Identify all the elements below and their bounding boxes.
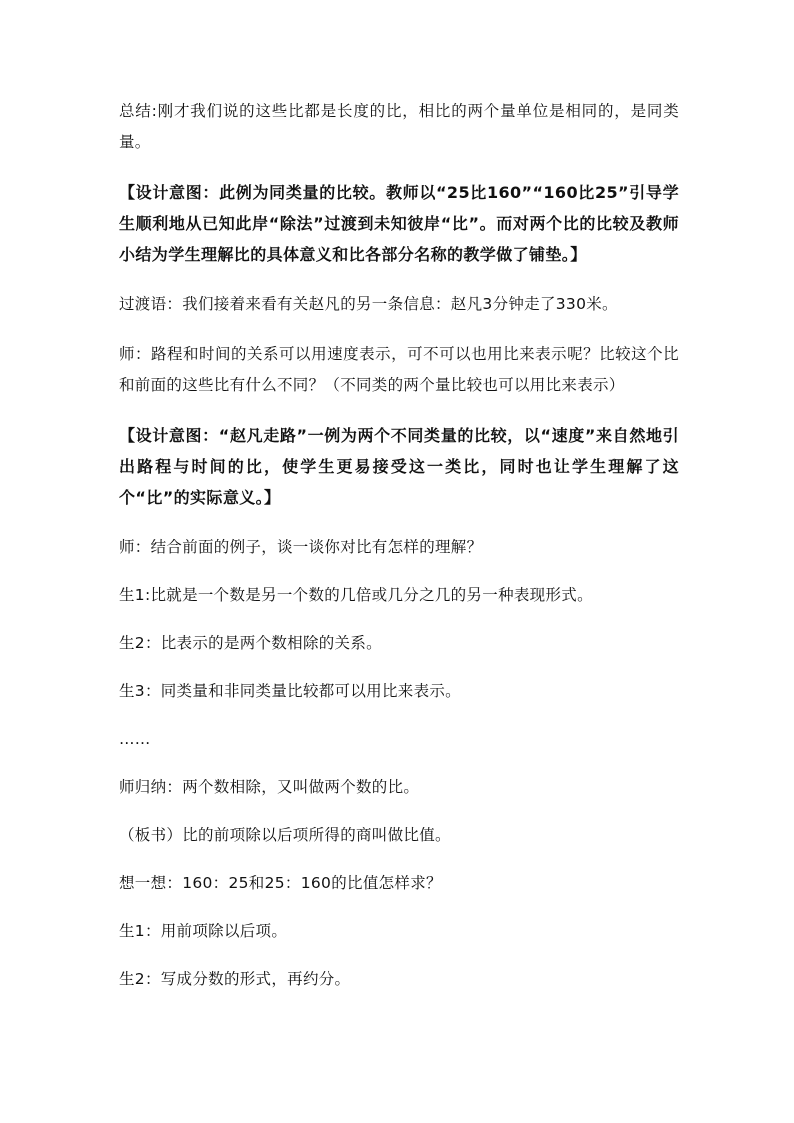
teacher-question-paragraph: 师：路程和时间的关系可以用速度表示，可不可以也用比来表示呢？比较这个比和前面的这些比有什么不同？（不同类的两个量比较也可以用比来表示）: [119, 345, 679, 394]
student-answer-1: 生1:比就是一个数是另一个数的几倍或几分之几的另一种表现形式。: [119, 586, 593, 604]
think-question: 想一想：160：25和25：160的比值怎样求？: [119, 874, 442, 892]
student-answer-2: 生2：比表示的是两个数相除的关系。: [119, 634, 382, 652]
student-method-2: 生2：写成分数的形式，再约分。: [119, 970, 351, 988]
teacher-summary: 师归纳：两个数相除，又叫做两个数的比。: [119, 778, 420, 796]
document-body: [119, 96, 679, 1012]
board-note: （板书）比的前项除以后项所得的商叫做比值。: [119, 826, 451, 844]
summary-paragraph: 总结:刚才我们说的这些比都是长度的比，相比的两个量单位是相同的，是同类量。: [119, 102, 679, 151]
student-method-1: 生1：用前项除以后项。: [119, 922, 288, 940]
ellipsis-line: ……: [119, 730, 151, 748]
student-answer-3: 生3：同类量和非同类量比较都可以用比来表示。: [119, 682, 461, 700]
design-intent-paragraph-2: 【设计意图：“赵凡走路”一例为两个不同类量的比较，以“速度”来自然地引出路程与时间的比，使学生更易接受这一类比，同时也让学生理解了这个“比”的实际意义。】: [119, 426, 679, 507]
teacher-prompt-paragraph: 师：结合前面的例子，谈一谈你对比有怎样的理解？: [119, 538, 483, 556]
transition-paragraph: 过渡语：我们接着来看有关赵凡的另一条信息：赵凡3分钟走了330米。: [119, 295, 618, 313]
design-intent-paragraph-1: 【设计意图：此例为同类量的比较。教师以“25比160”“160比25”引导学生顺利地从已知此岸“除法”过渡到未知彼岸“比”。而对两个比的比较及教师小结为学生理解比的具体意义和比各部分名称的教学做了铺垫。】: [119, 183, 679, 264]
